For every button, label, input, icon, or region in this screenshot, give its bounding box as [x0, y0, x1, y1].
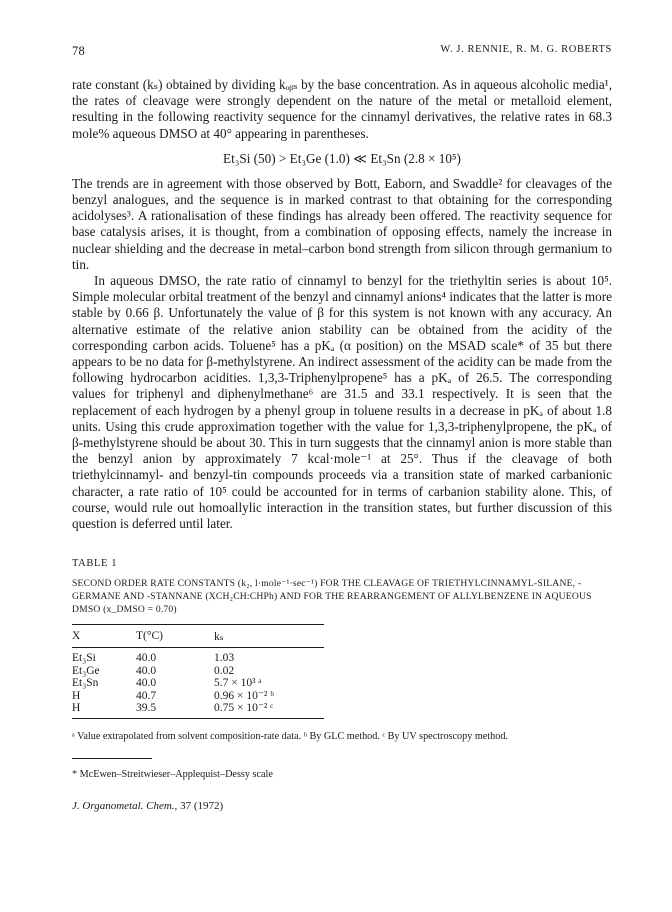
rate-constants-table — [72, 624, 324, 719]
table-cell: 0.75 × 10⁻² ᶜ — [214, 701, 274, 714]
table-cell: 0.02 — [214, 664, 235, 677]
journal-citation — [72, 800, 612, 812]
table-cell: 1.03 — [214, 652, 235, 665]
table-cell: Et₃Sn — [72, 677, 99, 690]
table-cell: 40.0 — [136, 652, 157, 665]
table-row — [72, 665, 324, 677]
table-cell: 40.7 — [136, 689, 157, 702]
page-number: 78 — [72, 44, 86, 58]
col-header-temp: T(°C) — [136, 630, 163, 643]
table-cell: Et₃Ge — [72, 664, 100, 677]
table-cell: Et₃Si — [72, 652, 96, 665]
journal-volume: 37 (1972) — [180, 800, 224, 813]
table-cell: 5.7 × 10³ ᵃ — [214, 677, 262, 690]
paragraph-2: The trends are in agreement with those observed by Bott, Eaborn, and Swaddle² for cleavages of the benzyl analogues, and the sequence is in marked contrast to that obtaining for the corresponding acidolyses³. A rationalisation of these findings has already been offered. The reactivity sequence for base catalysis arises, it is thought, from a combination of opposing effects, namely the increase in nuclear shielding and the decrease in metal–carbon bond strength from silicon through germanium to tin. — [72, 175, 612, 272]
table-header-row — [72, 625, 324, 648]
table-row — [72, 702, 324, 719]
reactivity-equation: Et₃Si (50) > Et₃Ge (1.0) ≪ Et₃Sn (2.8 × 10⁵) — [223, 150, 461, 166]
table-cell: H — [72, 701, 81, 714]
table-row — [72, 648, 324, 665]
journal-name: J. Organometal. Chem., — [72, 800, 178, 813]
col-header-k: kₛ — [214, 631, 224, 644]
paragraph-3: In aqueous DMSO, the rate ratio of cinnamyl to benzyl for the triethyltin series is about 10⁵. Simple molecular orbital treatment of the benzyl and cinnamyl anions⁴ indicates that the latter is more stable by 0.66 β. Unfortunately the value of β for this system is not known with any accuracy. An alternative estimate of the relative anion stability can be obtained from the acidity of the corresponding carbon acids. Toluene⁵ has a pKₐ (α position) on the MSAD scale* of 35 but there appears to be no data for β-methylstyrene. An indirect assessment of the acidity can be made from the following hydrocarbon acidities. 1,3,3-Triphenylpropene⁵ has a pKₐ of 26.5. The corresponding values for triphenyl and diphenylmethane⁶ are 31.5 and 33.1 respectively. It is seen that the replacement of each hydrogen by a phenyl group in toluene results in a decrease in pKₐ of about 1.8 units. Using this crude approximation together with the value for 1,3,3-triphenylpropene, the pKₐ of β-methylstyrene should be about 30. This in turn suggests that the cinnamyl anion is more stable than the benzyl anion by approximately 7 kcal·mole⁻¹ at 25°. Thus if the cleavage of both triethylcinnamyl- and benzyl-tin compounds proceeds via a transition state of marked carbanionic character, a rate ratio of 10⁵ could be accounted for in terms of carbanion stability alone. This, of course, would rule out homoallylic interaction in the transition states, but further discussion of this question is deferred until later. — [72, 273, 612, 532]
table-cell: 39.5 — [136, 701, 157, 714]
running-authors: W. J. RENNIE, R. M. G. ROBERTS — [440, 44, 612, 55]
table-footnote: ᵃ Value extrapolated from solvent composition-rate data. ᵇ By GLC method. ᶜ By UV spectroscopy method. — [72, 731, 508, 743]
table-row — [72, 690, 324, 702]
col-header-x: X — [72, 630, 81, 643]
footnote-divider — [72, 758, 152, 759]
paragraph-1: rate constant (kₛ) obtained by dividing kₒᵦₛ by the base concentration. As in aqueous alcoholic media¹, the rates of cleavage were strongly dependent on the nature of the metal or metalloid element, resulting in the following reactivity sequence for the cinnamyl derivatives, the relative rates in 68.3 mole% aqueous DMSO at 40° appearing in parentheses. — [72, 77, 612, 141]
table-cell: 40.0 — [136, 664, 157, 677]
table-row — [72, 677, 324, 689]
table-cell: H — [72, 689, 81, 702]
running-header — [72, 44, 612, 59]
table-caption: SECOND ORDER RATE CONSTANTS (k₂, l·mole⁻¹·sec⁻¹) FOR THE CLEAVAGE OF TRIETHYLCINNAMYL-SILANE, -GERMANE AND -STANNANE (XCH₂CH:CHPh) AND FOR THE REARRANGEMENT OF ALLYLBENZENE IN AQUEOUS DMSO (x_DMSO = 0.70) — [72, 578, 592, 616]
table-cell: 0.96 × 10⁻² ᵇ — [214, 689, 274, 702]
page — [72, 40, 612, 812]
star-footnote: * McEwen–Streitwieser–Applequist–Dessy scale — [72, 769, 273, 781]
table-cell: 40.0 — [136, 677, 157, 690]
table-title: TABLE 1 — [72, 558, 118, 570]
